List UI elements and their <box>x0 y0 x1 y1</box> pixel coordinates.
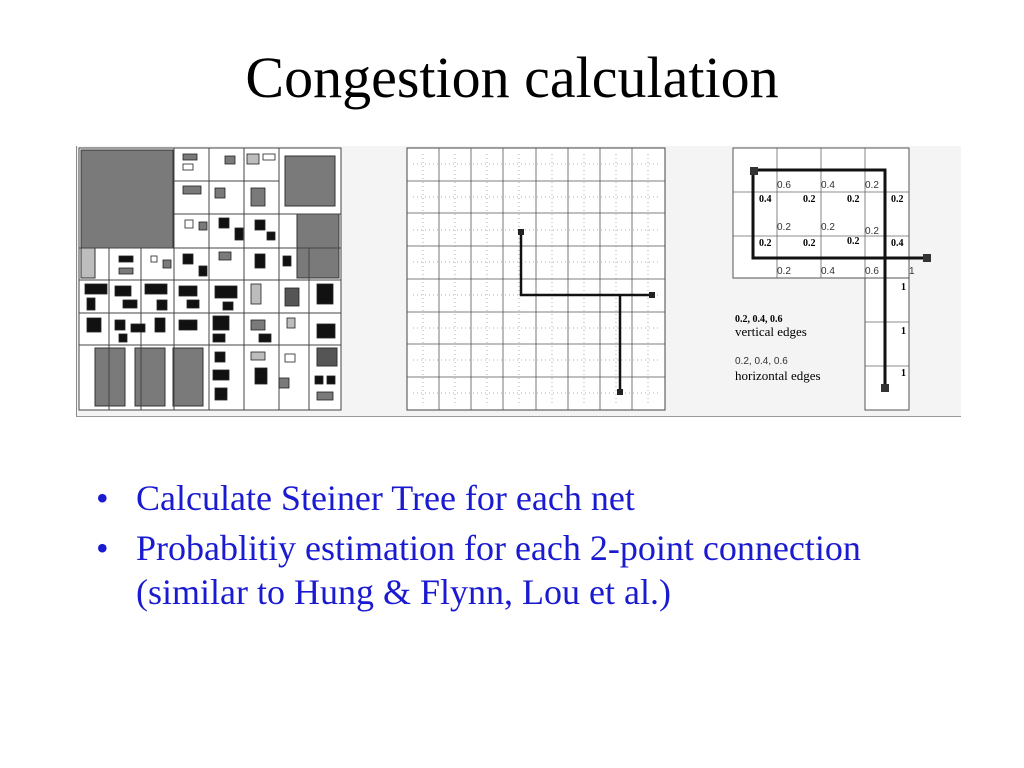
bullet-item <box>96 526 946 614</box>
bullet-list <box>96 476 946 620</box>
prob-label: 0.2 <box>803 238 816 249</box>
bullet-text: Calculate Steiner Tree for each net <box>136 478 635 518</box>
prob-label: 0.2 <box>865 180 879 191</box>
pin-marker <box>518 229 524 235</box>
prob-label: 1 <box>909 266 915 277</box>
prob-label: 0.2 <box>847 194 860 205</box>
slide-title: Congestion calculation <box>245 45 779 110</box>
prob-label: 0.2 <box>891 194 904 205</box>
bullet-item <box>96 476 946 520</box>
prob-label: 0.2 <box>865 226 879 237</box>
prob-label: 0.4 <box>759 194 772 205</box>
prob-label: 1 <box>901 326 906 337</box>
prob-label: 0.6 <box>865 266 879 277</box>
pin-marker <box>617 389 623 395</box>
prob-label: 0.2 <box>821 222 835 233</box>
prob-label: 0.2 <box>759 238 772 249</box>
prob-label: 0.2 <box>803 194 816 205</box>
prob-label: 0.4 <box>821 180 835 191</box>
prob-label: 0.2 <box>777 266 791 277</box>
legend-vertical-values: 0.2, 0.4, 0.6 <box>735 314 783 325</box>
routing-grid-panel <box>407 148 665 410</box>
prob-label: 0.2 <box>847 236 860 247</box>
prob-label: 0.2 <box>777 222 791 233</box>
bullet-glyph: • <box>96 528 109 568</box>
prob-label: 0.6 <box>777 180 791 191</box>
legend-horizontal-values: 0.2, 0.4, 0.6 <box>735 356 788 367</box>
prob-label: 1 <box>901 368 906 379</box>
pin-marker <box>649 292 655 298</box>
prob-label: 1 <box>901 282 906 293</box>
congestion-figure <box>76 146 961 417</box>
bullet-glyph: • <box>96 478 109 518</box>
probability-grid-panel <box>733 148 931 410</box>
prob-label: 0.4 <box>891 238 904 249</box>
legend-vertical-text: vertical edges <box>735 324 807 339</box>
prob-label: 0.4 <box>821 266 835 277</box>
figure-svg <box>77 146 961 416</box>
bullet-text: Probablitiy estimation for each 2-point connection (similar to Hung & Flynn, Lou et al.) <box>136 528 861 612</box>
legend-horizontal-text: horizontal edges <box>735 368 821 383</box>
placement-layout-panel <box>79 148 341 410</box>
